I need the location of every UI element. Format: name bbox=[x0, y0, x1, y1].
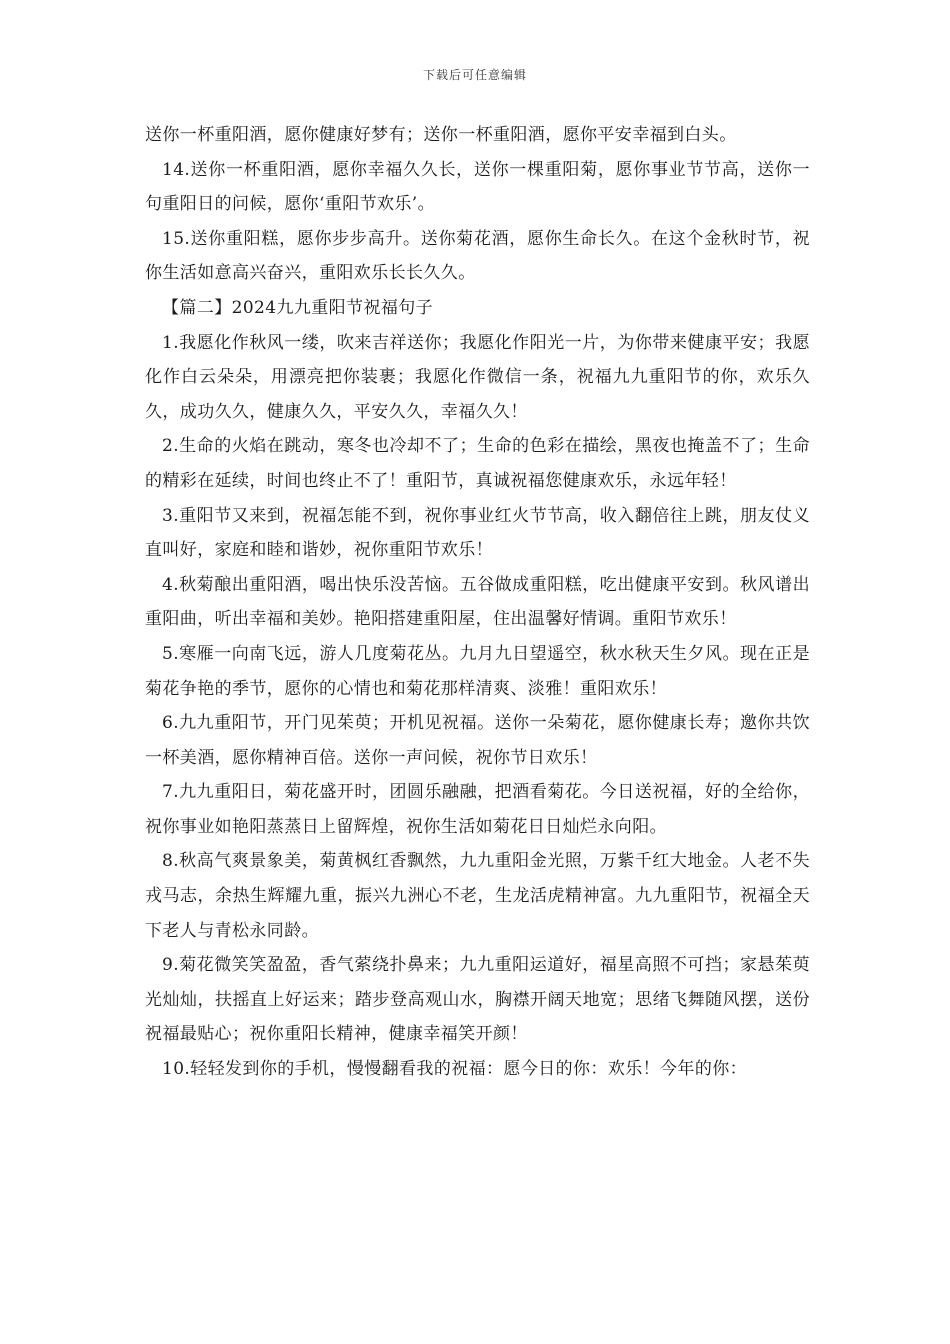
paragraph: 1.我愿化作秋风一缕，吹来吉祥送你；我愿化作阳光一片，为你带来健康平安；我愿化作白云朵朵，用漂亮把你装裹；我愿化作微信一条，祝福九九重阳节的你，欢乐久久，成功久久，健康久久，平安久久，幸福久久！ bbox=[145, 332, 810, 422]
paragraph: 5.寒雁一向南飞远，游人几度菊花丛。九月九日望遥空，秋水秋天生夕风。现在正是菊花争艳的季节，愿你的心情也和菊花那样清爽、淡雅！重阳欢乐！ bbox=[145, 643, 810, 699]
paragraph: 2.生命的火焰在跳动，寒冬也冷却不了；生命的色彩在描绘，黑夜也掩盖不了；生命的精彩在延续，时间也终止不了！重阳节，真诚祝福您健康欢乐，永远年轻！ bbox=[145, 436, 810, 491]
paragraph: 6.九九重阳节，开门见茱萸；开机见祝福。送你一朵菊花，愿你健康长寿；邀你共饮一杯美酒，愿你精神百倍。送你一声问候，祝你节日欢乐！ bbox=[145, 713, 810, 768]
paragraph: 3.重阳节又来到，祝福怎能不到，祝你事业红火节节高，收入翻倍往上跳，朋友仗义直叫好，家庭和睦和谐妙，祝你重阳节欢乐！ bbox=[145, 505, 810, 561]
document-body bbox=[145, 118, 810, 1087]
paragraph: 4.秋菊酿出重阳酒，喝出快乐没苦恼。五谷做成重阳糕，吃出健康平安到。秋风谱出重阳曲，听出幸福和美妙。艳阳搭建重阳屋，住出温馨好情调。重阳节欢乐！ bbox=[145, 574, 810, 630]
paragraph: 15.送你重阳糕，愿你步步高升。送你菊花酒，愿你生命长久。在这个金秋时节，祝你生活如意高兴奋兴，重阳欢乐长长久久。 bbox=[145, 228, 810, 284]
page-header: 下载后可任意编辑 bbox=[422, 68, 527, 82]
paragraph: 8.秋高气爽景象美，菊黄枫红香飘然，九九重阳金光照，万紫千红大地金。人老不失戎马志，余热生辉耀九重，振兴九洲心不老，生龙活虎精神富。九九重阳节，祝福全天下老人与青松永同龄。 bbox=[145, 851, 810, 941]
section-heading: 【篇二】2024九九重阳节祝福句子 bbox=[162, 297, 434, 318]
paragraph: 7.九九重阳日，菊花盛开时，团圆乐融融，把酒看菊花。今日送祝福，好的全给你，祝你事业如艳阳蒸蒸日上留辉煌，祝你生活如菊花日日灿烂永向阳。 bbox=[145, 782, 810, 837]
paragraph: 10.轻轻发到你的手机，慢慢翻看我的祝福：愿今日的你：欢乐！今年的你： bbox=[162, 1059, 748, 1080]
paragraph: 送你一杯重阳酒，愿你健康好梦有；送你一杯重阳酒，愿你平安幸福到白头。 bbox=[145, 125, 737, 145]
paragraph: 14.送你一杯重阳酒，愿你幸福久久长，送你一棵重阳菊，愿你事业节节高，送你一句重阳日的问候，愿你‘重阳节欢乐’。 bbox=[145, 159, 810, 215]
paragraph: 9.菊花微笑笑盈盈，香气萦绕扑鼻来；九九重阳运道好，福星高照不可挡；家悬茱萸光灿灿，扶摇直上好运来；踏步登高观山水，胸襟开阔天地宽；思绪飞舞随风摆，送份祝福最贴心；祝你重阳长精神，健康幸福笑开颜！ bbox=[145, 955, 810, 1045]
